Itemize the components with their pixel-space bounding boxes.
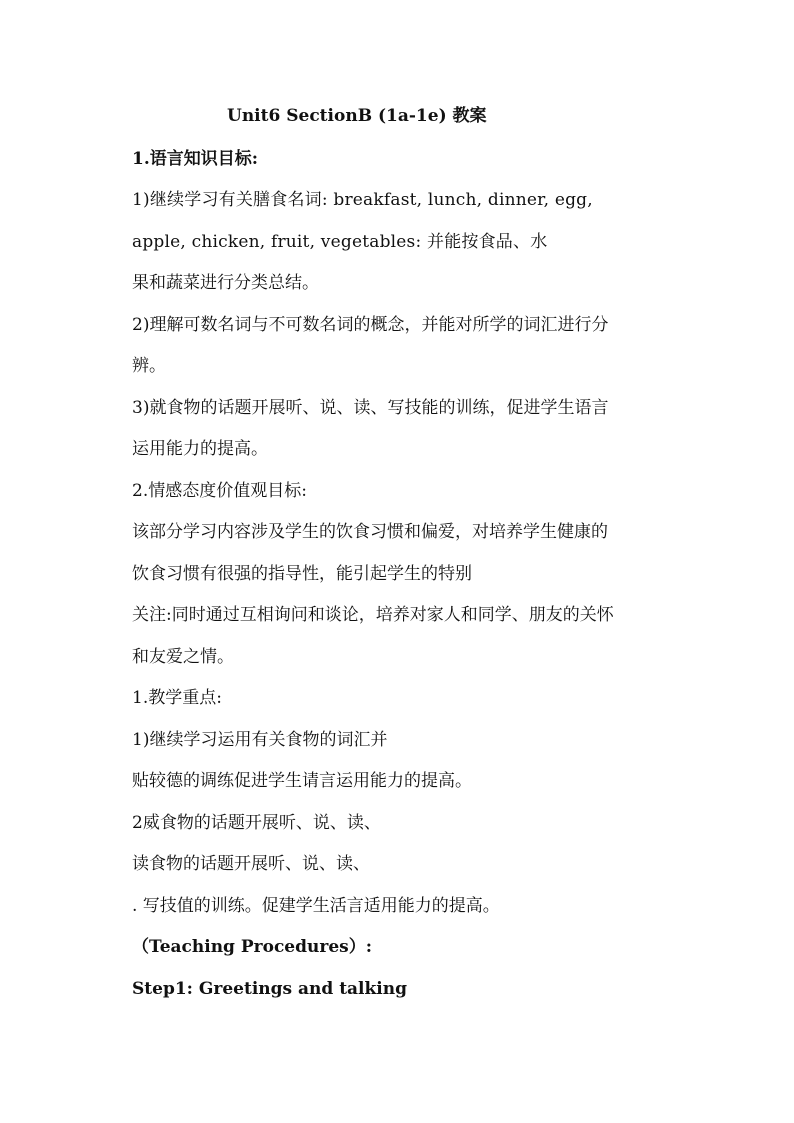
paragraph-line: 3)就食物的话题开展听、说、读、写技能的训练，促进学生语言 (132, 398, 609, 418)
paragraph-line: 运用能力的提高。 (132, 439, 268, 459)
paragraph-line: 和友爱之情。 (132, 647, 234, 667)
paragraph-line: 该部分学习内容涉及学生的饮食习惯和偏爱，对培养学生健康的 (132, 522, 608, 542)
paragraph-line: 1)继续学习运用有关食物的词汇并 (132, 730, 388, 750)
paragraph-line: 贴较德的调练促进学生请言运用能力的提高。 (132, 771, 472, 791)
paragraph-line: 1)继续学习有关膳食名词: breakfast, lunch, dinner, egg, (132, 190, 593, 210)
paragraph-line: 果和蔬菜进行分类总结。 (132, 273, 319, 293)
paragraph-line: 关注:同时通过互相询问和谈论，培养对家人和同学、朋友的关怀 (132, 605, 614, 625)
heading-attitude-goals: 2.情感态度价值观目标: (132, 481, 307, 501)
paragraph-line: . 写技值的训练。促建学生活言适用能力的提高。 (132, 896, 500, 916)
paragraph-line: apple, chicken, fruit, vegetables: 并能按食品、水 (132, 232, 548, 252)
paragraph-line: 读食物的话题开展听、说、读、 (132, 854, 370, 874)
paragraph-line: 辨。 (132, 356, 166, 376)
heading-teaching-procedures: （Teaching Procedures）: (132, 937, 372, 957)
document-title: Unit6 SectionB (1a-1e) 教案 (227, 106, 487, 126)
heading-language-goals: 1.语言知识目标: (132, 149, 259, 169)
paragraph-line: 2威食物的话题开展听、说、读、 (132, 813, 381, 833)
heading-step1: Step1: Greetings and talking (132, 979, 407, 999)
heading-teaching-focus: 1.教学重点: (132, 688, 222, 708)
paragraph-line: 2)理解可数名词与不可数名词的概念，并能对所学的词汇进行分 (132, 315, 609, 335)
paragraph-line: 饮食习惯有很强的指导性，能引起学生的特别 (132, 564, 472, 584)
